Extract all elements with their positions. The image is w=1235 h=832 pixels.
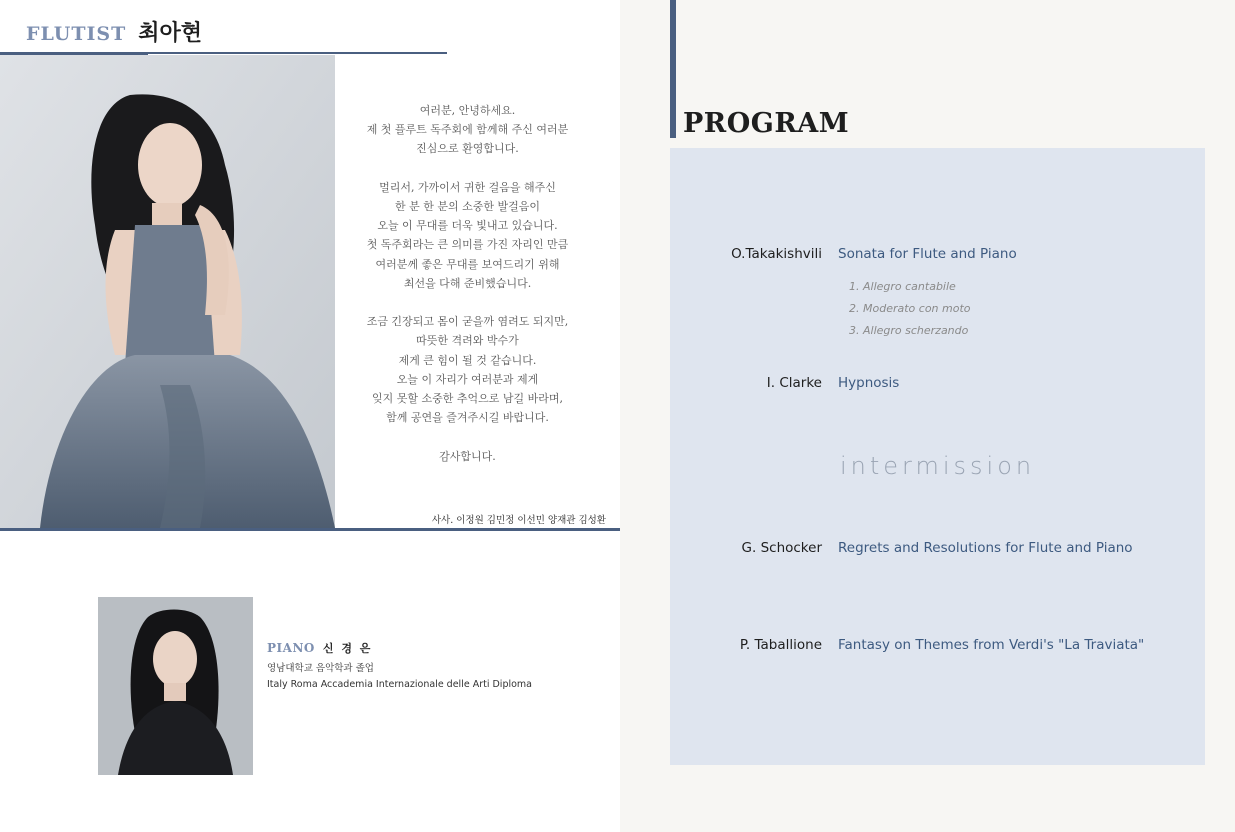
work-title: Hypnosis [838,375,900,391]
greeting-line: 여러분, 안녕하세요. [419,104,516,117]
pianist-info [267,640,532,693]
greeting-line: 오늘 이 자리가 여러분과 제게 [396,372,539,386]
pianist-role-label: PIANO [267,641,315,655]
pianist-photo [98,597,253,775]
greeting-gap [345,159,590,178]
movement-list [849,276,971,342]
greeting-line: 조금 긴장되고 몸이 굳을까 염려도 되지만, [366,315,569,329]
greeting-line: 최선을 다해 준비했습니다. [403,276,532,290]
teachers-credit: 사사. 이정원 김민정 이선민 양재관 김성환 [431,515,606,526]
greeting-line: 잊지 못할 소중한 추억으로 남길 바라며, [372,392,563,406]
pianist-name: 신 경 은 [322,642,373,655]
composer-name: G. Schocker [741,540,822,556]
movement-item: 2. Moderato con moto [849,302,971,315]
composer-name: O.Takakishvili [731,246,822,262]
movement-item: 1. Allegro cantabile [849,280,956,293]
greeting-message [345,101,590,466]
greeting-line: 제 첫 플루트 독주회에 함께해 주신 여러분 [366,123,569,137]
greeting-line: 첫 독주회라는 큰 의미를 가진 자리인 만큼 [366,238,569,252]
greeting-line: 제게 큰 힘이 될 것 같습니다. [398,353,537,367]
pianist-education-1: 영남대학교 음악학과 졸업 [267,663,374,674]
work-title: Fantasy on Themes from Verdi's "La Traviata" [838,637,1145,653]
greeting-line: 감사합니다. [439,449,496,463]
greeting-line: 멀리서, 가까이서 귀한 걸음을 해주신 [379,180,556,194]
program-list [670,148,1205,765]
intermission-label: intermission [840,452,1036,480]
movement-item: 3. Allegro scherzando [849,324,969,337]
composer-name: I. Clarke [766,375,822,391]
greeting-line: 한 분 한 분의 소중한 발걸음이 [395,200,540,213]
flutist-role-label: FLUTIST [26,23,127,45]
composer-name: P. Taballione [739,637,822,653]
work-title: Sonata for Flute and Piano [838,246,1017,262]
greeting-gap [345,293,590,312]
accent-bar [670,0,676,138]
flutist-name: 최아현 [138,20,203,46]
work-title: Regrets and Resolutions for Flute and Piano [838,540,1133,556]
greeting-line: 함께 공연을 즐겨주시길 바랍니다. [386,411,549,425]
section-divider [0,528,620,531]
greeting-gap [345,427,590,446]
program-heading: PROGRAM [683,108,850,139]
greeting-line: 따뜻한 격려와 박수가 [416,334,519,348]
pianist-education-2: Italy Roma Accademia Internazionale delle Arti Diploma [267,679,532,690]
right-page [620,0,1235,832]
greeting-line: 진심으로 환영합니다. [416,142,519,156]
flutist-photo [0,55,335,528]
greeting-line: 여러분께 좋은 무대를 보여드리기 위해 [375,257,560,271]
flutist-header [26,16,202,47]
greeting-line: 오늘 이 무대를 더욱 빛내고 있습니다. [377,219,558,233]
